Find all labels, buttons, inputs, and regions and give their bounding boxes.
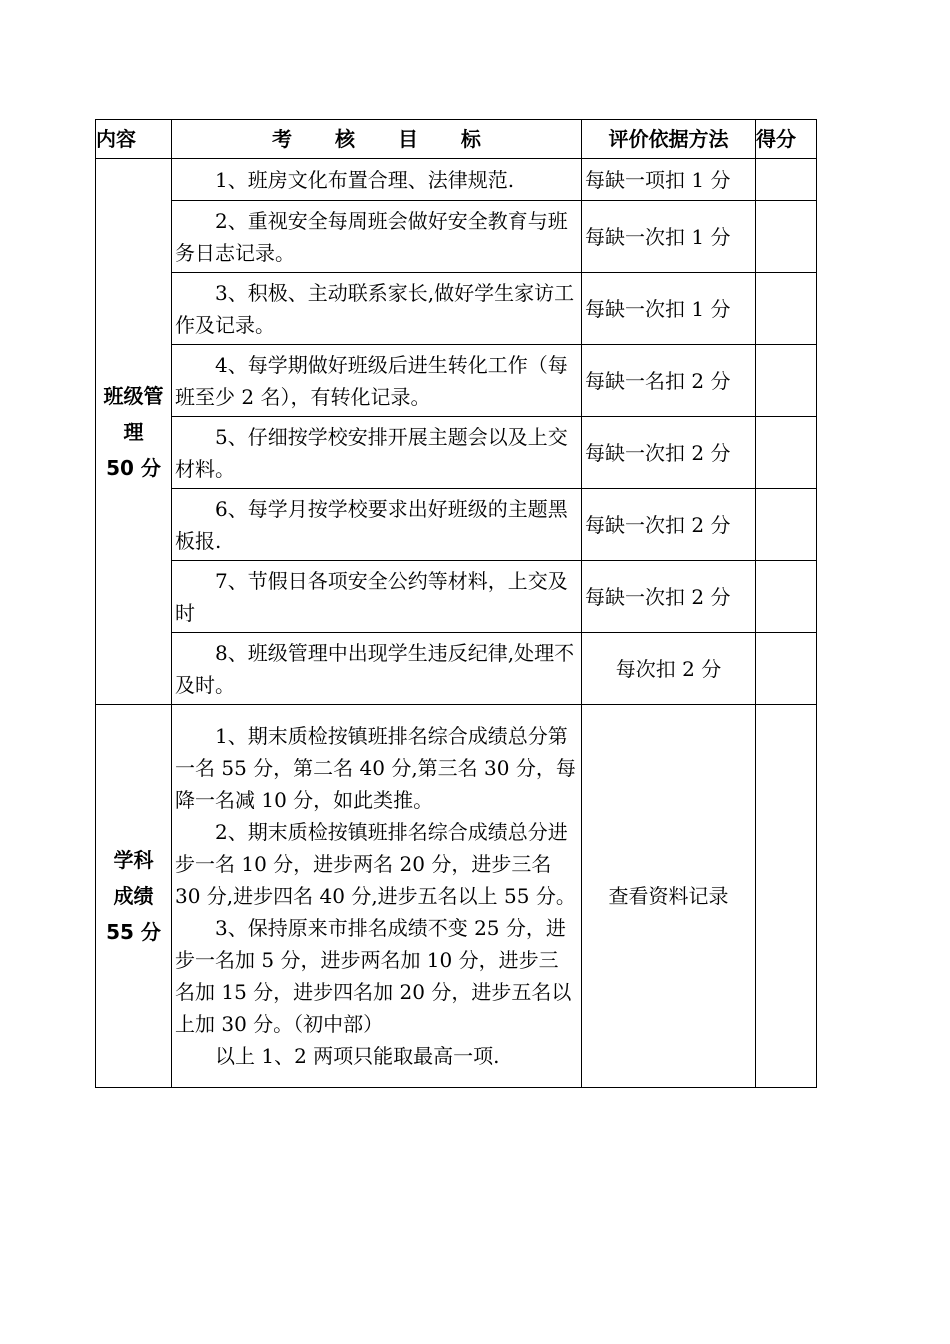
criteria-text: 每缺一次扣 2 分 bbox=[582, 489, 756, 561]
header-score: 得分 bbox=[756, 120, 817, 159]
table-row bbox=[96, 489, 817, 561]
target-text: 4、每学期做好班级后进生转化工作（每班至少 2 名），有转化记录。 bbox=[172, 345, 582, 417]
table-row bbox=[96, 273, 817, 345]
criteria-text: 每缺一次扣 2 分 bbox=[582, 417, 756, 489]
score-cell[interactable] bbox=[756, 201, 817, 273]
criteria-text: 每缺一次扣 1 分 bbox=[582, 273, 756, 345]
table-row bbox=[96, 201, 817, 273]
category-line: 学科 bbox=[113, 848, 154, 872]
header-content: 内容 bbox=[96, 120, 172, 159]
criteria-text: 查看资料记录 bbox=[582, 705, 756, 1088]
criteria-text: 每缺一项扣 1 分 bbox=[582, 159, 756, 201]
score-cell[interactable] bbox=[756, 273, 817, 345]
score-cell[interactable] bbox=[756, 633, 817, 705]
category-line: 成绩 bbox=[113, 884, 154, 908]
target-text: 7、节假日各项安全公约等材料，上交及时 bbox=[172, 561, 582, 633]
target-text-block bbox=[172, 705, 582, 1088]
criteria-text: 每缺一名扣 2 分 bbox=[582, 345, 756, 417]
target-text: 3、积极、主动联系家长,做好学生家访工作及记录。 bbox=[172, 273, 582, 345]
header-row bbox=[96, 120, 817, 159]
header-target: 考 核 目 标 bbox=[172, 120, 582, 159]
table-row bbox=[96, 633, 817, 705]
target-text: 2、重视安全每周班会做好安全教育与班务日志记录。 bbox=[172, 201, 582, 273]
target-paragraph: 3、保持原来市排名成绩不变 25 分，进步一名加 5 分，进步两名加 10 分，进步三名加 15 分，进步四名加 20 分，进步五名以上加 30 分。（初中部） bbox=[175, 916, 572, 1036]
header-method: 评价依据方法 bbox=[582, 120, 756, 159]
target-paragraph: 1、期末质检按镇班排名综合成绩总分第一名 55 分，第二名 40 分,第三名 30 分，每降一名减 10 分，如此类推。 bbox=[175, 724, 576, 812]
score-cell[interactable] bbox=[756, 489, 817, 561]
criteria-text: 每缺一次扣 2 分 bbox=[582, 561, 756, 633]
score-cell[interactable] bbox=[756, 417, 817, 489]
score-cell[interactable] bbox=[756, 345, 817, 417]
criteria-text: 每次扣 2 分 bbox=[582, 633, 756, 705]
target-text: 5、仔细按学校安排开展主题会以及上交材料。 bbox=[172, 417, 582, 489]
score-cell[interactable] bbox=[756, 561, 817, 633]
assessment-table bbox=[95, 119, 817, 1088]
criteria-text: 每缺一次扣 1 分 bbox=[582, 201, 756, 273]
table-row bbox=[96, 705, 817, 1088]
score-cell[interactable] bbox=[756, 159, 817, 201]
target-paragraph: 以上 1、2 两项只能取最高一项. bbox=[215, 1044, 500, 1068]
category-subject-scores bbox=[96, 705, 172, 1088]
table-row bbox=[96, 345, 817, 417]
table-row bbox=[96, 417, 817, 489]
table-row bbox=[96, 159, 817, 201]
category-line: 50 分 bbox=[106, 455, 161, 480]
target-text: 6、每学月按学校要求出好班级的主题黑板报. bbox=[172, 489, 582, 561]
target-text: 8、班级管理中出现学生违反纪律,处理不及时。 bbox=[172, 633, 582, 705]
category-line: 55 分 bbox=[106, 920, 161, 944]
category-line: 班级管 bbox=[103, 383, 164, 408]
score-cell[interactable] bbox=[756, 705, 817, 1088]
target-paragraph: 2、期末质检按镇班排名综合成绩总分进步一名 10 分，进步两名 20 分，进步三名 30 分,进步四名 40 分,进步五名以上 55 分。 bbox=[175, 820, 576, 908]
target-text: 1、班房文化布置合理、法律规范. bbox=[172, 159, 582, 201]
table-row bbox=[96, 561, 817, 633]
category-class-management bbox=[96, 159, 172, 705]
category-line: 理 bbox=[123, 419, 144, 444]
